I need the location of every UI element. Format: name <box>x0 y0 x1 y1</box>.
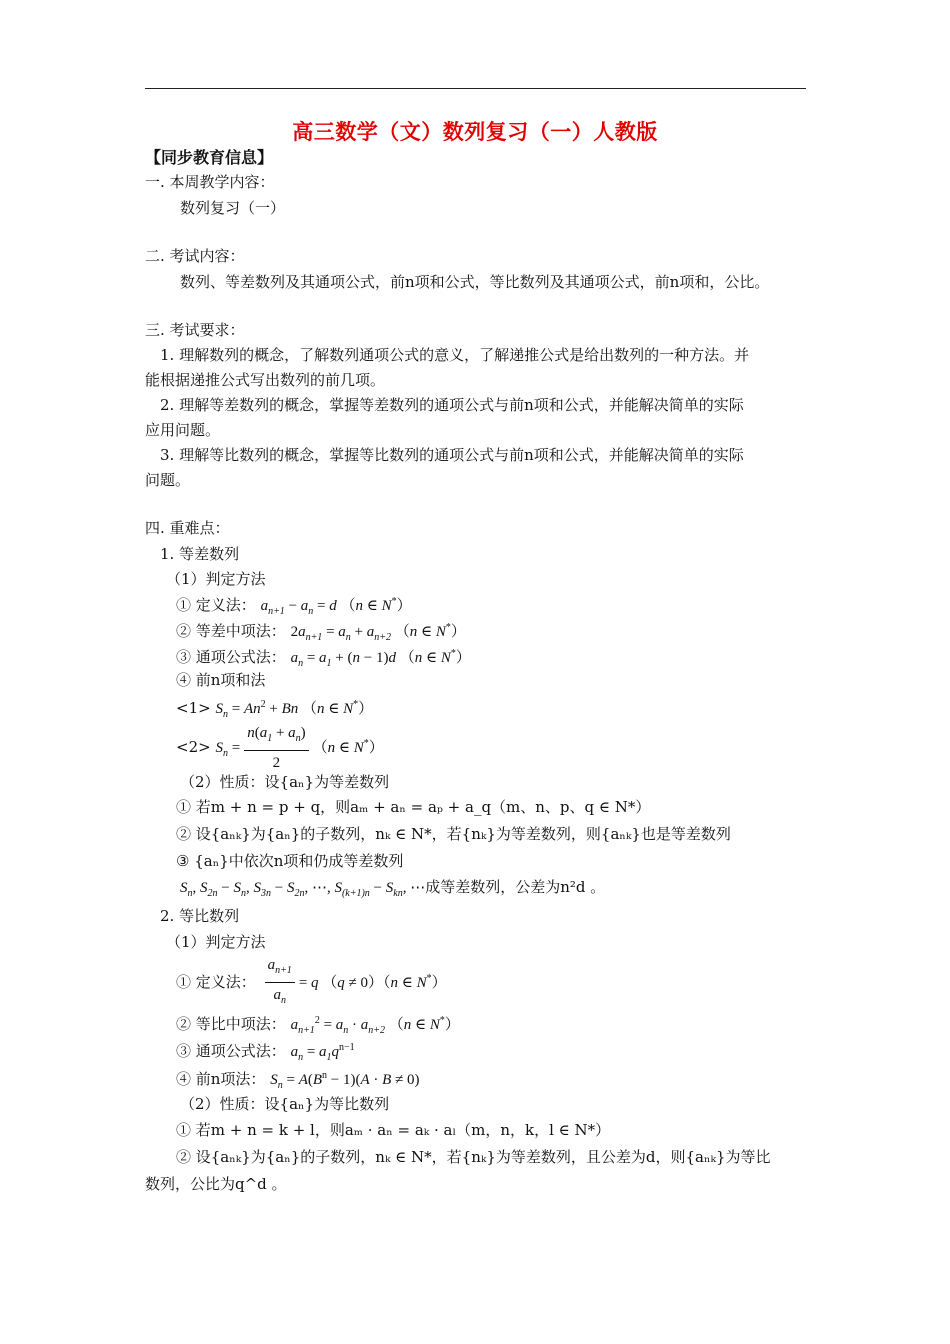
s3-req3-a: 3. 理解等比数列的概念，掌握等比数列的通项公式与前n项和公式，并能解决简单的实际 <box>160 446 744 464</box>
arith-property-3-suffix: 成等差数列，公差为n²d 。 <box>425 878 606 896</box>
geo-sum-label: ④ 前n项法： <box>176 1070 266 1088</box>
arith-sum-formula-1-label: <1> <box>176 699 211 717</box>
s3-req1-b: 能根据递推公式写出数列的前几项。 <box>145 371 386 389</box>
s3-req2-a: 2. 理解等差数列的概念，掌握等差数列的通项公式与前n项和公式，并能解决简单的实际 <box>160 396 744 414</box>
arith-sum-heading: ④ 前n项和法 <box>176 671 266 689</box>
arith-general-term-formula: $a_n = a_1 + (n - 1)d$ （n ∈ N*） <box>290 648 471 669</box>
geo-middle-term-formula: $a_{n+1}^2 = a_n \cdot a_{n+2}$ （n ∈ N*） <box>290 1015 460 1036</box>
s4-heading: 四. 重难点： <box>145 519 230 537</box>
arith-sum-formula-2-label: <2> <box>176 738 211 756</box>
top-rule <box>145 88 806 89</box>
arith-sum-formula-2 <box>176 720 384 778</box>
geo-middle-term <box>176 1011 460 1041</box>
geo-definition-formula: $\frac{a_{n+1}}{a_n}$ = q （q ≠ 0）（n ∈ N*） <box>261 975 447 991</box>
arith-property-3: ③ {aₙ}中依次n项和仍成等差数列 <box>176 852 404 870</box>
s3-req1-a: 1. 理解数列的概念，了解数列通项公式的意义，了解递推公式是给出数列的一种方法。并 <box>160 346 750 364</box>
section-header: 【同步教育信息】 <box>145 148 274 167</box>
geo-general-term <box>176 1038 355 1068</box>
arith-definition-label: ① 定义法： <box>176 596 256 614</box>
arith-general-term-label: ③ 通项公式法： <box>176 648 286 666</box>
arith-middle-term-formula: $2a_{n+1} = a_n + a_{n+2}$ （n ∈ N*） <box>290 622 466 643</box>
arith-property-3-detail <box>180 877 605 904</box>
geo-middle-term-label: ② 等比中项法： <box>176 1015 286 1033</box>
geo-property-2-b: 数列，公比为q^d 。 <box>145 1175 287 1193</box>
s3-req2-b: 应用问题。 <box>145 421 221 439</box>
arith-judge-heading: （1）判定方法 <box>166 570 266 588</box>
arith-property-3-formula: $S_n$, $S_{2n} - S_n$, $S_{3n} - S_{2n}$, ⋯, $S_{(k+1)n} - S_{kn}$, ⋯ <box>180 880 426 899</box>
arith-heading: 1. 等差数列 <box>160 545 240 563</box>
s2-heading: 二. 考试内容： <box>145 247 245 265</box>
arith-sum-formula-1-body: $S_n = An^2 + Bn$ （n ∈ N*） <box>215 699 374 720</box>
arith-definition-formula: $a_{n+1} - a_n = d$ （n ∈ N*） <box>260 596 412 617</box>
s3-req3-b: 问题。 <box>145 471 191 489</box>
geo-general-term-label: ③ 通项公式法： <box>176 1042 286 1060</box>
geo-property-heading: （2）性质：设{aₙ}为等比数列 <box>180 1095 390 1113</box>
arith-middle-term-label: ② 等差中项法： <box>176 622 286 640</box>
geo-general-term-formula: $a_n = a_1q^{n-1}$ <box>290 1042 355 1063</box>
s3-heading: 三. 考试要求： <box>145 321 245 339</box>
arith-sum-formula-2-body: $S_n$ = $\frac{n(a_1 + a_n)}{2}$ （n ∈ N*） <box>215 740 383 756</box>
arith-property-1: ① 若m + n = p + q，则aₘ + aₙ = aₚ + a_q（m、n、p、q ∈ N*） <box>176 798 651 816</box>
page-title: 高三数学（文）数列复习（一）人教版 <box>292 119 658 144</box>
s1-body: 数列复习（一） <box>180 199 286 217</box>
geo-sum-formula: $S_n = A(B^n - 1)(A \cdot B \ne 0)$ <box>270 1070 420 1091</box>
geo-property-1: ① 若m + n = k + l，则aₘ · aₙ = aₖ · aₗ（m，n，k，l ∈ N*） <box>176 1121 611 1139</box>
s2-body: 数列、等差数列及其通项公式，前n项和公式，等比数列及其通项公式，前n项和，公比。 <box>180 273 770 291</box>
geo-definition-label: ① 定义法： <box>176 972 256 991</box>
s1-heading: 一. 本周教学内容： <box>145 173 275 191</box>
geo-definition <box>176 954 447 1013</box>
geo-property-2-a: ② 设{aₙₖ}为{aₙ}的子数列，nₖ ∈ N*，若{nₖ}为等差数列，且公差为d，则{aₙₖ}为等比 <box>176 1148 771 1166</box>
geo-sum <box>176 1066 420 1096</box>
geo-judge-heading: （1）判定方法 <box>166 933 266 951</box>
geo-heading: 2. 等比数列 <box>160 907 240 925</box>
arith-property-2: ② 设{aₙₖ}为{aₙ}的子数列，nₖ ∈ N*，若{nₖ}为等差数列，则{aₙₖ}也是等差数列 <box>176 825 731 843</box>
arith-property-heading: （2）性质：设{aₙ}为等差数列 <box>180 773 390 791</box>
